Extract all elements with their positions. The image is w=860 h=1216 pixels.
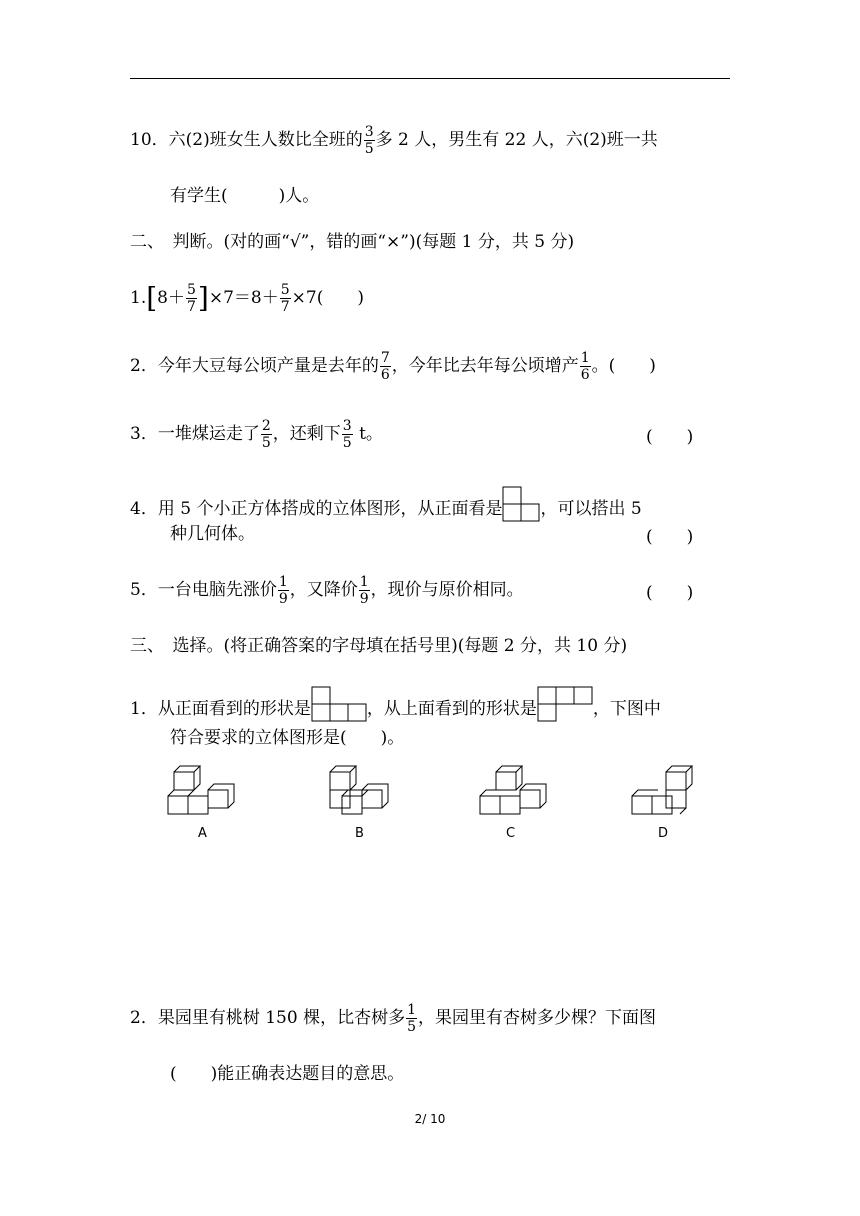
judge-4-line1: 4．用 5 个小正方体搭成的立体图形，从正面看是 ，可以搭出 5 [130,486,642,522]
section3-title: 三、 选择。(将正确答案的字母填在括号里)(每题 2 分，共 10 分) [130,636,628,656]
right-bracket: ] [197,281,209,315]
option-b-figure [324,764,398,820]
choice-1-line2: 符合要求的立体图形是( )。 [170,728,405,748]
section2-title: 二、 判断。(对的画“√”，错的画“×”)(每题 1 分，共 5 分) [130,232,575,252]
page-number: 2/ 10 [414,1112,446,1126]
fraction: $\frac{1}{6}$ [580,350,590,383]
judge-3: 3．一堆煤运走了 $\frac{2}{5}$ ，还剩下 $\frac{3}{5}$ t。 [130,418,383,451]
choice-1-line1: 1．从正面看到的形状是 ，从上面看到的形状是 ，下图中 [130,686,661,722]
answer-paren[interactable]: ( ) [646,427,694,447]
fraction: $\frac{3}{5}$ [364,124,374,157]
option-c-figure [476,764,550,820]
answer-paren[interactable]: ( ) [646,527,694,547]
fraction: $\frac{1}{9}$ [278,574,288,607]
q10-line1: 10．六(2)班女生人数比全班的 $\frac{3}{5}$ 多 2 人，男生有 22 人，六(2)班一共 [130,124,658,157]
option-a-figure [164,764,238,820]
fraction: $\frac{1}{9}$ [359,574,369,607]
answer-paren[interactable]: ( ) [646,583,694,603]
judge-4-line2: 种几何体。 [170,524,255,544]
judge-1: 1.[8＋ $\frac{5}{7}$ ]×7＝8＋ $\frac{5}{7}$ ×7( ) [130,281,364,315]
option-c-label: C [506,826,516,841]
fraction: $\frac{1}{5}$ [407,1002,416,1035]
front-view-shape-icon [502,486,540,522]
top-view-shape-icon [537,686,593,722]
front-view-shape-icon [311,686,367,722]
fraction: $\frac{5}{7}$ [187,282,196,315]
judge-2: 2．今年大豆每公顷产量是去年的 $\frac{7}{6}$ ，今年比去年每公顷增产 $\frac{1}{6}$ 。( ) [130,350,656,383]
option-a-label: A [198,826,207,841]
q10-line2: 有学生( )人。 [170,186,320,206]
fraction: $\frac{2}{5}$ [261,418,271,451]
judge-5: 5．一台电脑先涨价 $\frac{1}{9}$ ，又降价 $\frac{1}{9}$ ，现价与原价相同。 [130,574,524,607]
option-d-label: D [658,826,669,841]
header-rule [130,78,730,79]
choice-2-line1: 2．果园里有桃树 150 棵，比杏树多 $\frac{1}{5}$ ，果园里有杏树多少棵？下面图 [130,1002,656,1035]
fraction: $\frac{3}{5}$ [342,418,352,451]
fraction: $\frac{5}{7}$ [280,282,290,315]
left-bracket: [ [146,281,158,315]
choice-2-line2: ( )能正确表达题目的意思。 [170,1064,405,1084]
option-b-label: B [355,826,364,841]
option-d-figure [628,764,702,820]
fraction: $\frac{7}{6}$ [380,350,390,383]
